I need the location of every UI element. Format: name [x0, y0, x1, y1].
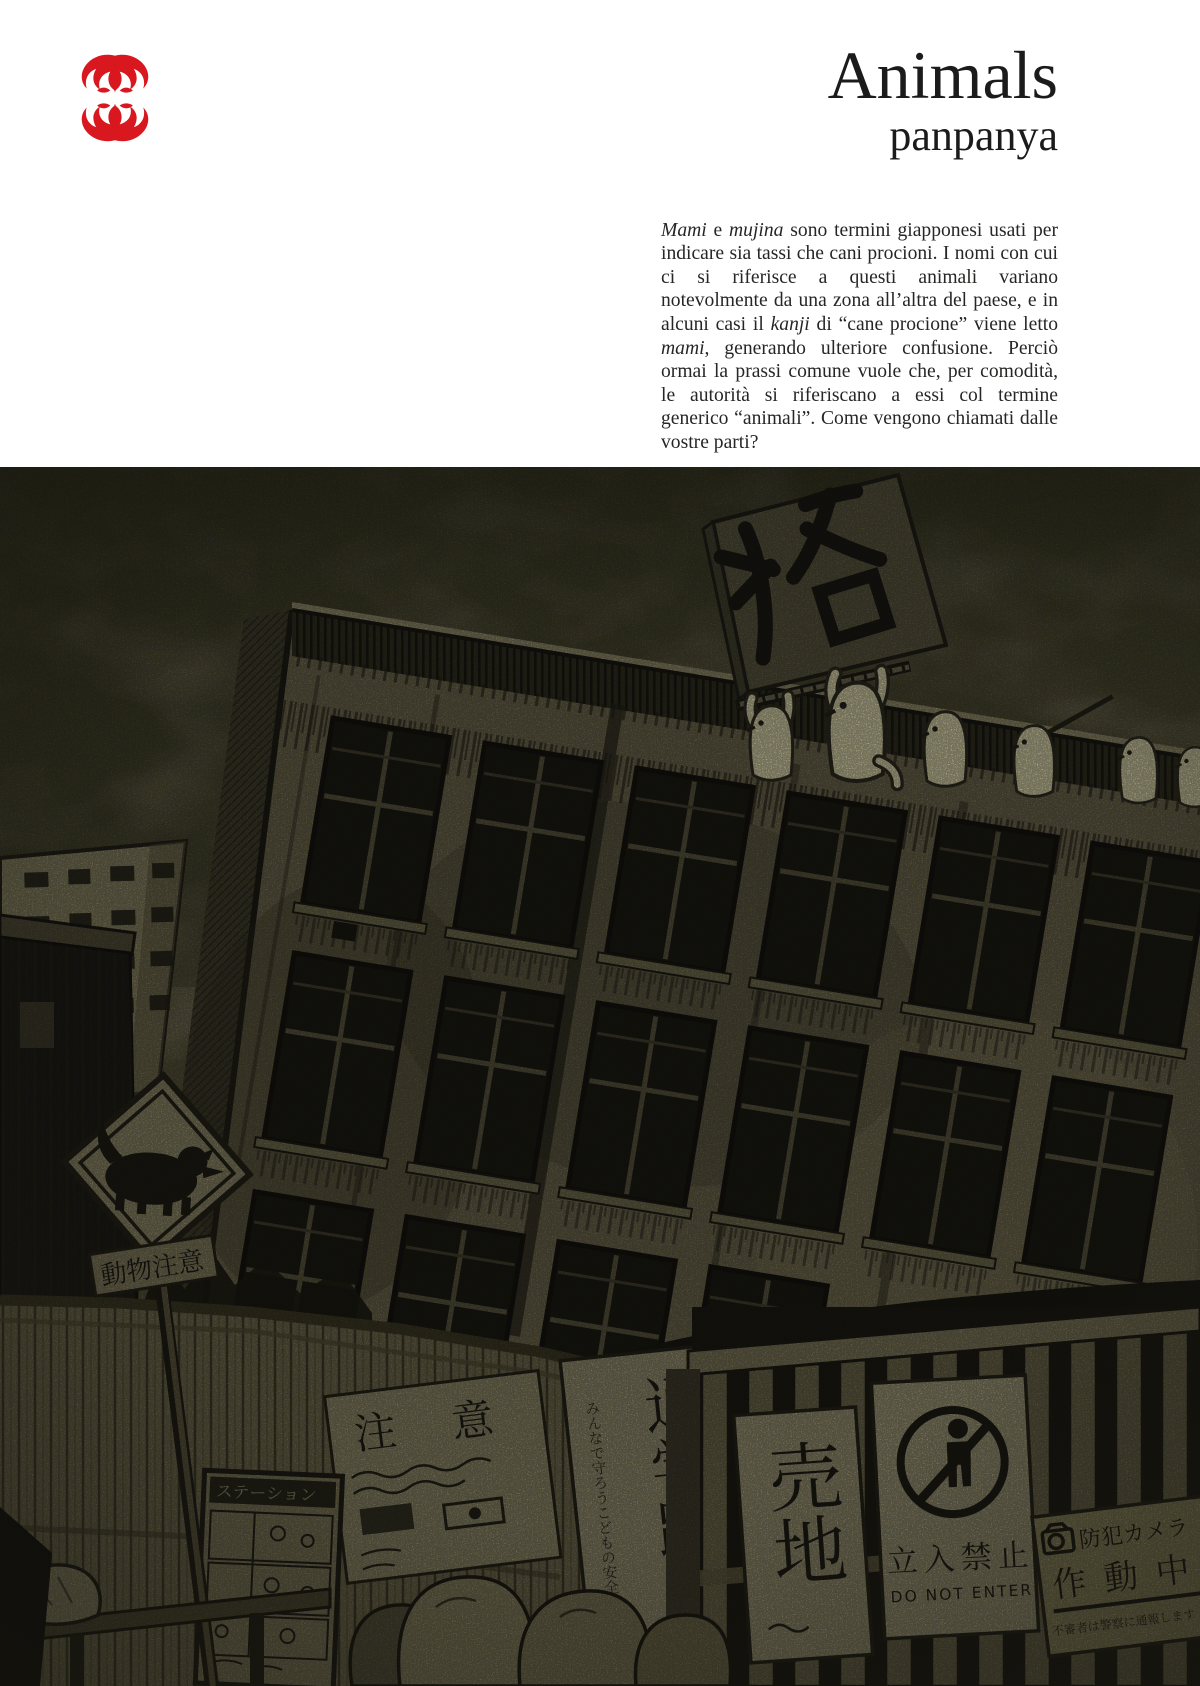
page-title: Animals: [827, 37, 1058, 113]
publisher-logo: [68, 48, 162, 148]
vignette: [0, 467, 1200, 1686]
intro-paragraph: Mami e mujina sono termini giapponesi usati per indicare sia tassi che cani procioni. I nomi con cui ci si riferisce a questi animali variano notevolmente da una zona all’altra del paese, e in alcuni casi il kanji di “cane procione” viene letto mami, generando ulteriore confusione. Perciò ormai la prassi comune vuole che, per comodità, le autorità si riferiscano a essi col termine generico “animali”. Come vengono chiamati dalle vostre parti?: [661, 219, 1059, 453]
page-author: panpanya: [889, 111, 1058, 161]
publisher-logo-icon: [68, 48, 162, 148]
illustration: [0, 467, 1200, 1686]
